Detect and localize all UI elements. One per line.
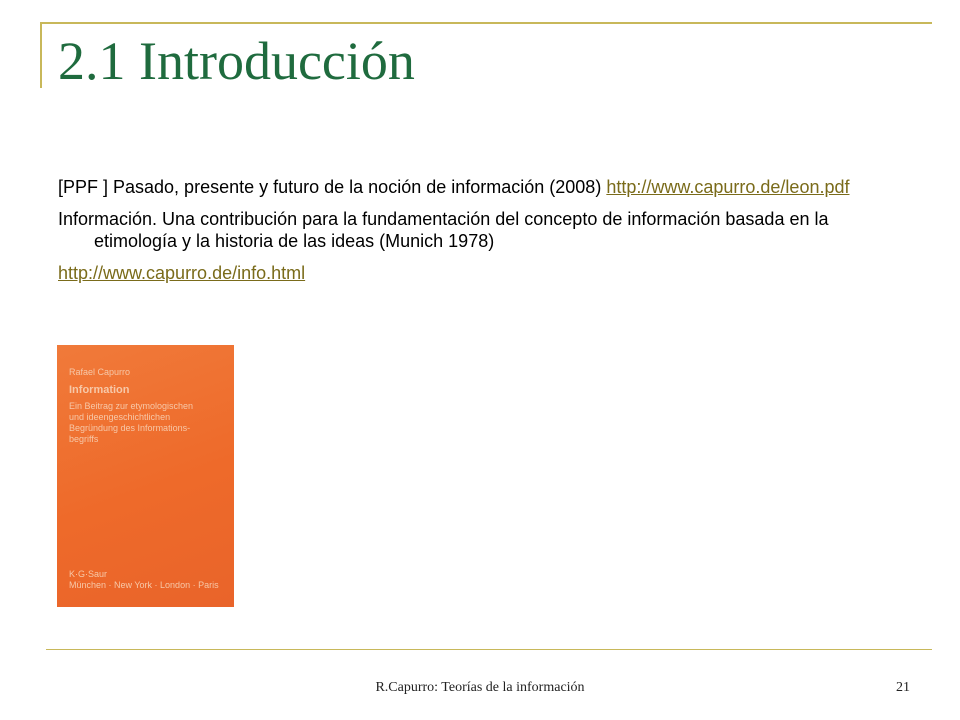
book-subtitle-line: Begründung des Informations-: [69, 423, 191, 433]
book-subtitle-line: Ein Beitrag zur etymologischen: [69, 401, 194, 411]
book-subtitle: [69, 401, 222, 445]
book-publisher-line: München · New York · London · Paris: [69, 580, 219, 590]
reference-link-line: [58, 262, 908, 284]
reference-text: [PPF ] Pasado, presente y futuro de la noción de información (2008): [58, 177, 602, 197]
reference-item-2: [58, 208, 908, 252]
book-subtitle-line: und ideengeschichtlichen: [69, 412, 171, 422]
page-number: 21: [896, 680, 910, 695]
book-publisher: [69, 569, 219, 591]
info-html-link[interactable]: http://www.capurro.de/info.html: [58, 263, 306, 283]
reference-text: Información. Una contribución para la fundamentación del concepto de información basada en la etimología y la historia de las ideas (Munich 1978): [58, 209, 829, 251]
book-author: Rafael Capurro: [69, 367, 131, 377]
left-rule: [40, 22, 42, 88]
footer-rule: [46, 649, 932, 650]
reference-item-1: [58, 176, 908, 198]
top-rule: [40, 22, 932, 24]
footer-caption: R.Capurro: Teorías de la información: [375, 680, 585, 695]
book-subtitle-line: begriffs: [69, 434, 99, 444]
leon-pdf-link[interactable]: http://www.capurro.de/leon.pdf: [606, 177, 850, 197]
slide-content: [58, 176, 908, 284]
slide-title: 2.1 Introducción: [58, 31, 415, 91]
book-publisher-line: K·G·Saur: [69, 569, 108, 579]
book-title: Information: [69, 384, 130, 396]
book-cover-image: [57, 345, 234, 607]
